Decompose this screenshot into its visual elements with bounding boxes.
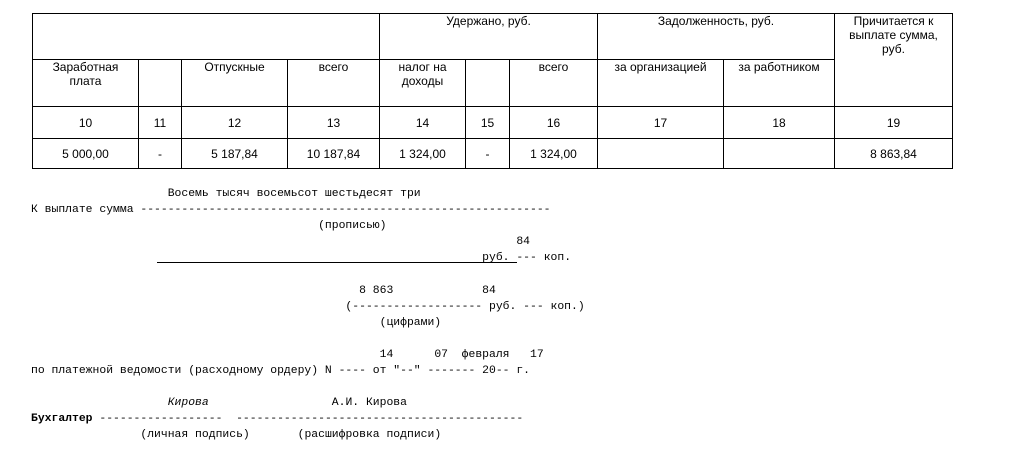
column-number: 12	[182, 107, 288, 139]
header-by-org: за организацией	[598, 60, 724, 107]
header-by-employee: за работником	[724, 60, 835, 107]
statement-month: февраля	[461, 348, 510, 361]
column-number: 13	[288, 107, 380, 139]
group-header-row	[33, 14, 953, 60]
label-year-prefix: 20	[482, 365, 496, 378]
payroll-table	[32, 13, 953, 169]
label-in-words: (прописью)	[318, 220, 387, 233]
column-number: 15	[466, 107, 510, 139]
amount-in-digits: 8 863	[359, 284, 394, 297]
label-pay-amount: К выплате сумма	[31, 204, 134, 217]
label-year-suffix: г.	[516, 365, 531, 378]
rub-label: руб.	[488, 300, 517, 313]
cell-salary: 5 000,00	[33, 139, 139, 169]
cell-income-tax: 1 324,00	[380, 139, 466, 169]
amount-in-words: Восемь тысяч восемьсот шестьдесят три	[167, 188, 421, 200]
statement-number: 14	[379, 348, 394, 361]
column-number: 11	[139, 107, 182, 139]
label-statement: по платежной ведомости (расходному ордеру) N	[31, 365, 332, 378]
cell-by-org	[598, 139, 724, 169]
cell-by-employee	[724, 139, 835, 169]
cell-col-15: -	[466, 139, 510, 169]
column-number: 14	[380, 107, 466, 139]
accountant-signature: Кирова	[167, 397, 209, 410]
cell-total-withheld: 1 324,00	[510, 139, 598, 169]
header-withheld: Удержано, руб.	[380, 14, 598, 60]
table-row	[33, 139, 953, 169]
payment-form: Восемь тысяч восемьсот шестьдесят три К выплате сумма ------------------------------------------------------------ (прописью) 84 руб. --- коп. 8 863 84 (------------------- руб. --- коп.) (цифрами) 14 07 февраля 17 по платежной ведомости (расходному ордеру) N ---- от "--" ------- 20-- г. Кирова А.И. Кирова Бухгалтер ------------------ ------------------------------------------ (личная подпись) (расшифровка подписи)	[31, 188, 585, 442]
cell-col-11: -	[139, 139, 182, 169]
kop-in-digits: 84	[482, 284, 496, 297]
kop-label: коп.	[543, 252, 572, 265]
label-signature-decoding: (расшифровка подписи)	[297, 429, 442, 442]
header-salary: Заработная плата	[33, 60, 139, 107]
rub-label: руб.	[482, 252, 510, 265]
cell-payable: 8 863,84	[835, 139, 953, 169]
header-debt: Задолженность, руб.	[598, 14, 835, 60]
header-total-withheld: всего	[510, 60, 598, 107]
label-personal-signature: (личная подпись)	[140, 429, 250, 442]
header-blank-11	[139, 60, 182, 107]
label-in-digits: (цифрами)	[379, 316, 442, 329]
column-number-row	[33, 107, 953, 139]
column-number: 19	[835, 107, 953, 139]
column-number: 17	[598, 107, 724, 139]
header-total-accrued: всего	[288, 60, 380, 107]
statement-year: 17	[530, 348, 544, 361]
kop-label: коп.	[550, 300, 578, 313]
group-header-empty	[33, 14, 380, 60]
header-income-tax: налог на доходы	[380, 60, 466, 107]
kop-in-words: 84	[516, 236, 530, 249]
signer-name: А.И. Кирова	[331, 397, 407, 410]
column-number: 18	[724, 107, 835, 139]
column-header-row	[33, 60, 953, 107]
statement-day: 07	[434, 348, 448, 361]
header-payable: Причитается к выплате сумма, руб.	[835, 14, 953, 107]
cell-total-accrued: 10 187,84	[288, 139, 380, 169]
amount-words-underline	[157, 262, 517, 263]
column-number: 16	[510, 107, 598, 139]
label-accountant: Бухгалтер	[31, 413, 93, 426]
header-blank-15	[466, 60, 510, 107]
header-vacation: Отпускные	[182, 60, 288, 107]
label-from: от	[372, 365, 387, 378]
cell-vacation: 5 187,84	[182, 139, 288, 169]
column-number: 10	[33, 107, 139, 139]
